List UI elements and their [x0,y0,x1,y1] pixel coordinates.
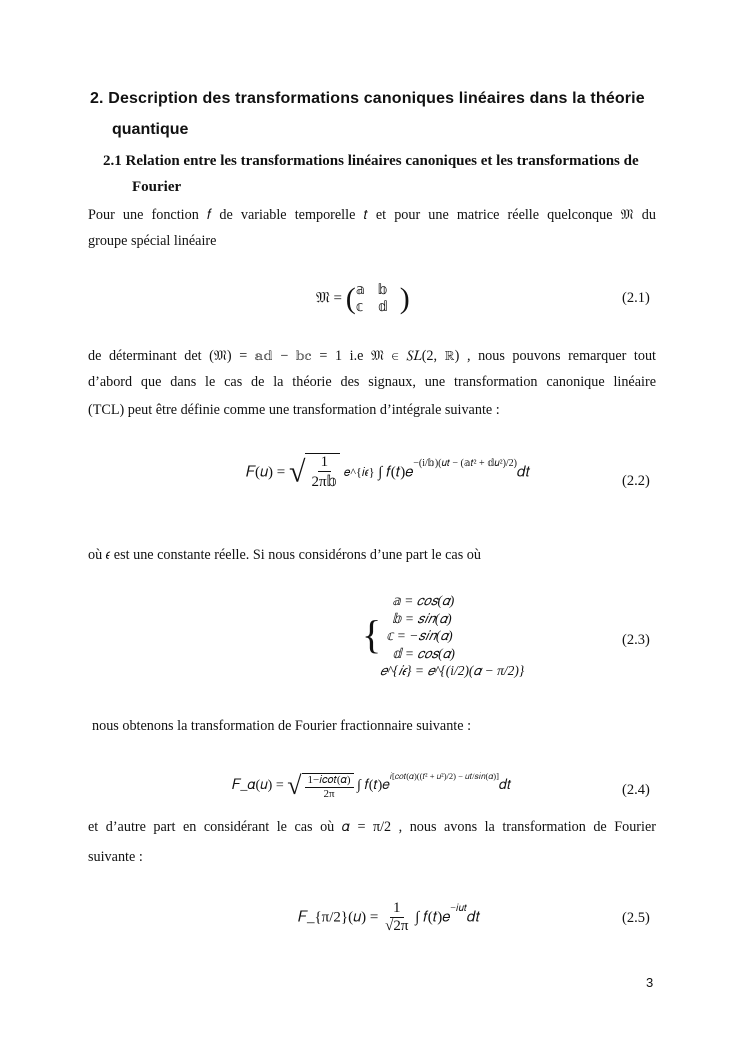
para1-line1: Pour une fonction 𝑓 de variable temporelle 𝑡 et pour une matrice réelle quelconque 𝔐 du [88,207,656,223]
equation-2-5 [298,900,480,935]
eq22-dt: 𝑑𝑡 [517,464,531,481]
para2-line1: de déterminant det (𝔐) = 𝕒𝕕 − 𝕓𝕔 = 1 i.e 𝔐 ∈ 𝑆𝐿(2, ℝ) , nous pouvons remarquer tout [88,348,656,364]
eq23-label: (2.3) [622,632,650,648]
equation-2-2: 𝐹(𝑢) = √ $\frac{1}{\text{2π𝕓}}$ 𝑒^{𝑖𝜖} ∫ 𝑓(𝑡)𝑒$^{-(i/𝕓)(𝑢𝑡 - (𝕒𝑡^2 + 𝕕𝑢^2)/2)}$𝑑𝑡 [246,454,531,490]
eq25-integrand: ∫ 𝑓(𝑡)𝑒 [415,909,451,926]
eq22-exponent: −(i/𝕓)(𝑢𝑡 − (𝕒𝑡² + 𝕕𝑢²)/2) [413,457,518,469]
page-number: 3 [646,975,654,990]
subsection-title-line2: Fourier [132,179,182,195]
eq25-label: (2.5) [622,910,650,926]
eq21-m21: 𝕔 [355,300,364,315]
eq24-exponent: 𝑖[𝑐𝑜𝑡(𝛼)((𝑡² + 𝑢²)/2) − 𝑢𝑡/𝑠𝑖𝑛(𝛼)] [389,771,499,782]
eq25-frac-num: 1 [390,900,404,918]
eq21-m11: 𝕒 [355,283,366,298]
eq25-exponent: −𝑖𝑢𝑡 [450,902,467,914]
eq23-line2: 𝕓 = 𝑠𝑖𝑛(𝛼) [392,610,452,626]
eq24-integrand: ∫ 𝑓(𝑡)𝑒 [357,778,390,793]
eq25-dt: 𝑑𝑡 [466,909,481,926]
equation-2-1: 𝔐 = ( 𝕒 𝕓 𝕔 𝕕 ) [316,282,410,315]
eq23-line3: 𝕔 = −𝑠𝑖𝑛(𝛼) [386,628,453,643]
eq22-frac-num: 1 [318,454,332,472]
para2-line2: d’abord que dans le cas de la théorie des signaux, une transformation canonique linéaire [88,374,656,390]
eq22-frac-den: 2π𝕓 [311,474,338,490]
subsection-title-line1: 2.1 Relation entre les transformations linéaires canoniques et les transformations de [103,153,639,169]
eq25-lhs: 𝐹_{π/2}(𝑢) = [298,909,379,926]
eq21-m12: 𝕓 [377,283,388,298]
section-title [90,90,645,108]
eq24-dt: 𝑑𝑡 [498,778,512,793]
para5-line1: et d’autre part en considérant le cas où 𝛼 = π/2 , nous avons la transformation de Fourier [88,819,656,835]
para5-line2: suivante : [88,849,143,865]
eq22-integrand: ∫ 𝑓(𝑡)𝑒 [378,464,414,481]
equation-2-4: 𝐹_𝛼(𝑢) = √ $\frac{\text{1−𝑖𝑐𝑜𝑡(𝛼)}}{2\pi}$ ∫ 𝑓(𝑡)𝑒$^{𝑖[𝑐𝑜𝑡(𝛼)((𝑡^2 + 𝑢^2)/2) - 𝑢𝑡/𝑠𝑖𝑛(𝛼)]}$𝑑𝑡 [232,771,512,800]
section-title-line2: quantique [112,121,189,138]
para2-line3: (TCL) peut être définie comme une transformation d’intégrale suivante : [88,402,500,418]
eq25-frac-den: √2π [385,918,409,934]
equation-2-3 [380,592,524,680]
section-title-line1: 2. Description des transformations canoniques linéaires dans la théorie [90,90,645,107]
eq24-frac-den: 2π [323,787,335,800]
eq23-line5: 𝑒^{𝑖𝜖} = 𝑒^{(i/2)(𝛼 − π/2)} [380,663,525,678]
eq21-m22: 𝕕 [377,300,388,315]
eq22-phase: 𝑒^{𝑖𝜖} [343,465,375,479]
eq23-line1: 𝕒 = 𝑐𝑜𝑠(𝛼) [392,593,455,608]
para4-line1: nous obtenons la transformation de Fourier fractionnaire suivante : [92,718,472,734]
eq21-lhs: 𝔐 = [316,290,343,307]
eq24-label: (2.4) [622,782,650,798]
para3-line1: où 𝜖 est une constante réelle. Si nous considérons d’une part le cas où [88,547,481,563]
eq24-frac-num: 1−𝑖𝑐𝑜𝑡(𝛼) [305,774,354,788]
eq24-lhs: 𝐹_𝛼(𝑢) = [232,778,284,793]
eq23-brace: { [362,612,382,657]
eq21-label: (2.1) [622,290,650,306]
eq22-lhs: 𝐹(𝑢) = [246,464,286,481]
eq23-line4: 𝕕 = 𝑐𝑜𝑠(𝛼) [392,645,455,661]
para1-line2: groupe spécial linéaire [88,233,217,249]
eq22-label: (2.2) [622,473,650,489]
